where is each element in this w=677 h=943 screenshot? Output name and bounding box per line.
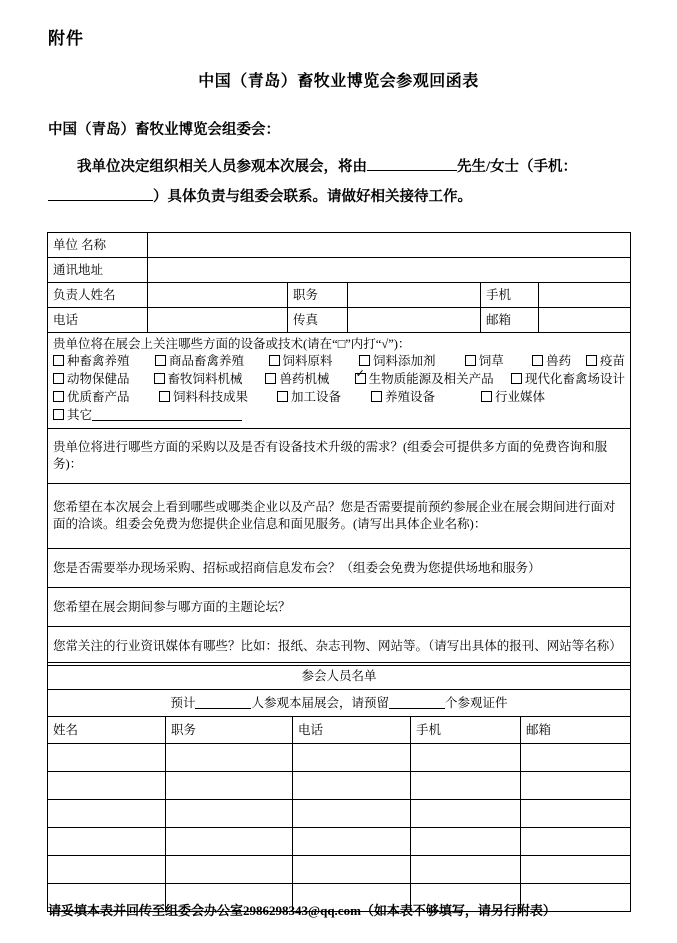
cell-mobile[interactable]	[411, 856, 521, 884]
cell-mobile[interactable]	[411, 828, 521, 856]
label-telephone: 电话	[48, 308, 148, 333]
cell-email[interactable]	[521, 800, 631, 828]
attachment-label: 附件	[48, 29, 84, 48]
checkbox-item-5[interactable]	[532, 353, 586, 370]
cell-name[interactable]	[48, 856, 166, 884]
cell-email[interactable]	[521, 828, 631, 856]
cell-name[interactable]	[48, 828, 166, 856]
cell-position[interactable]	[166, 772, 293, 800]
contact-name-blank[interactable]	[367, 170, 457, 171]
question-text: 您希望在本次展会上看到哪些或哪类企业以及产品？您是否需要提前预约参展企业在展会期间进行面对面的洽谈。组委会免费为您提供企业信息和面见服务。(请写出具体企业名称)：	[53, 500, 616, 531]
cell-telephone[interactable]	[293, 856, 411, 884]
other-option-input[interactable]	[92, 420, 242, 421]
intro-paragraph	[48, 152, 628, 212]
table-row	[48, 744, 631, 772]
cell-telephone[interactable]	[293, 800, 411, 828]
checkbox-item-4[interactable]	[465, 353, 532, 370]
checkbox-label: 加工设备	[291, 390, 342, 404]
checkbox-item-15[interactable]	[371, 389, 481, 406]
checkbox-icon-checked[interactable]	[355, 373, 366, 384]
cell-telephone[interactable]	[293, 828, 411, 856]
page-title: 中国（青岛）畜牧业博览会参观回函表	[198, 73, 479, 90]
question-text: 您是否需要举办现场采购、招标或招商信息发布会？（组委会免费为您提供场地和服务）	[53, 560, 541, 575]
subtitle-part2: 人参观本届展会，请预留	[251, 696, 389, 710]
question-row	[48, 484, 631, 549]
contact-mobile-blank[interactable]	[48, 200, 153, 201]
cell-position[interactable]	[166, 856, 293, 884]
table-row	[48, 856, 631, 884]
column-header-name: 姓名	[48, 717, 166, 744]
field-address[interactable]	[148, 258, 631, 283]
question-onsite-event[interactable]	[48, 549, 631, 588]
label-address: 通讯地址	[48, 258, 148, 283]
checkbox-label: 兽药	[546, 354, 572, 368]
table-row	[48, 233, 631, 258]
question-purchasing[interactable]	[48, 429, 631, 484]
table-row	[48, 308, 631, 333]
cell-position[interactable]	[166, 800, 293, 828]
label-company-name: 单位 名称	[48, 233, 148, 258]
interest-question: 贵单位将在展会上关注哪些方面的设备或技术(请在“□”内打“√”)：	[53, 337, 411, 351]
checkbox-label: 种畜禽养殖	[67, 354, 130, 368]
attendee-table	[47, 662, 631, 912]
checkbox-icon[interactable]	[371, 391, 382, 402]
table-row	[48, 800, 631, 828]
salutation: 中国（青岛）畜牧业博览会组委会：	[48, 122, 280, 138]
checkbox-icon[interactable]	[586, 355, 597, 366]
cell-position[interactable]	[166, 828, 293, 856]
checkbox-item-6[interactable]	[586, 353, 625, 370]
checkbox-label: 动物保健品	[67, 372, 130, 386]
column-header-mobile: 手机	[411, 717, 521, 744]
checkbox-row-4	[53, 407, 625, 424]
question-text: 您希望在展会期间参与哪方面的主题论坛？	[53, 599, 291, 614]
checkbox-item-7[interactable]	[53, 371, 154, 388]
expected-count-blank[interactable]	[195, 708, 251, 709]
checkbox-icon[interactable]	[159, 391, 170, 402]
checkbox-icon[interactable]	[53, 409, 64, 420]
attendee-header-row	[48, 717, 631, 744]
field-mobile[interactable]	[539, 283, 631, 308]
attendee-subtitle	[48, 690, 631, 717]
checkbox-item-0[interactable]	[53, 353, 155, 370]
cell-mobile[interactable]	[411, 800, 521, 828]
checkbox-icon[interactable]	[265, 373, 276, 384]
intro-text-part3: ）具体负责与组委会联系。请做好相关接待工作。	[153, 189, 472, 205]
subtitle-part3: 个参观证件	[445, 696, 508, 710]
checkbox-label: 优质畜产品	[67, 390, 130, 404]
column-header-email: 邮箱	[521, 717, 631, 744]
checkbox-row-2	[53, 371, 625, 388]
checkbox-label: 兽药机械	[279, 372, 330, 386]
checkbox-icon[interactable]	[277, 391, 288, 402]
checkbox-icon[interactable]	[269, 355, 280, 366]
label-fax: 传真	[288, 308, 348, 333]
question-text: 贵单位将进行哪些方面的采购以及是否有设备技术升级的需求？(组委会可提供多方面的免费咨询和服务)：	[53, 440, 608, 471]
field-contact-name[interactable]	[148, 283, 288, 308]
column-header-position: 职务	[166, 717, 293, 744]
checkbox-label: 生物质能源及相关产品	[368, 372, 494, 386]
cell-email[interactable]	[521, 772, 631, 800]
checkbox-icon[interactable]	[532, 355, 543, 366]
checkbox-item-16[interactable]	[481, 389, 545, 406]
checkbox-item-3[interactable]	[359, 353, 465, 370]
field-fax[interactable]	[348, 308, 481, 333]
checkbox-row-3	[53, 389, 625, 406]
cell-name[interactable]	[48, 800, 166, 828]
checkbox-row-1	[53, 353, 625, 370]
cell-position[interactable]	[166, 744, 293, 772]
checkbox-icon[interactable]	[53, 355, 64, 366]
badge-count-blank[interactable]	[389, 708, 445, 709]
interest-section	[48, 333, 631, 429]
checkbox-item-14[interactable]	[277, 389, 371, 406]
checkbox-item-other[interactable]	[53, 407, 242, 424]
label-contact-name: 负责人姓名	[48, 283, 148, 308]
attendee-title: 参会人员名单	[48, 663, 631, 690]
checkbox-icon[interactable]	[53, 373, 64, 384]
checkbox-item-9[interactable]	[265, 371, 354, 388]
subtitle-part1: 预计	[170, 696, 196, 710]
checkbox-label: 饲料原料	[282, 354, 333, 368]
table-row	[48, 283, 631, 308]
cell-name[interactable]	[48, 744, 166, 772]
checkbox-label: 行业媒体	[495, 390, 546, 404]
checkbox-icon[interactable]	[465, 355, 476, 366]
table-row	[48, 772, 631, 800]
checkbox-label: 饲草	[478, 354, 504, 368]
question-row	[48, 588, 631, 627]
checkbox-item-13[interactable]	[159, 389, 277, 406]
question-row	[48, 549, 631, 588]
checkbox-icon[interactable]	[53, 391, 64, 402]
intro-text-part2: 先生/女士（手机：	[457, 159, 578, 175]
cell-name[interactable]	[48, 772, 166, 800]
company-info-table	[47, 232, 631, 666]
question-text: 您常关注的行业资讯媒体有哪些？比如：报纸、杂志刊物、网站等。（请写出具体的报刊、网站等名称）	[53, 638, 622, 653]
cell-email[interactable]	[521, 856, 631, 884]
table-row	[48, 258, 631, 283]
checkbox-item-11[interactable]	[511, 371, 625, 388]
cell-telephone[interactable]	[293, 744, 411, 772]
cell-mobile[interactable]	[411, 772, 521, 800]
field-email[interactable]	[539, 308, 631, 333]
checkbox-label: 商品畜禽养殖	[168, 354, 244, 368]
checkbox-label: 养殖设备	[385, 390, 436, 404]
field-company-name[interactable]	[148, 233, 631, 258]
checkbox-label: 疫苗	[600, 354, 626, 368]
question-row	[48, 429, 631, 484]
checkbox-item-2[interactable]	[269, 353, 359, 370]
cell-email[interactable]	[521, 744, 631, 772]
footer-note: 请妥填本表并回传至组委会办公室2986298343@qq.com（如本表不够填写，请另行附表）	[48, 903, 556, 918]
question-row	[48, 627, 631, 666]
checkbox-icon[interactable]	[155, 355, 166, 366]
checkbox-label: 其它	[67, 408, 93, 422]
label-mobile: 手机	[481, 283, 539, 308]
checkbox-label: 畜牧饲料机械	[167, 372, 243, 386]
checkbox-icon[interactable]	[511, 373, 522, 384]
checkbox-label: 现代化畜禽场设计	[525, 372, 626, 386]
label-position: 职务	[288, 283, 348, 308]
checkbox-icon[interactable]	[359, 355, 370, 366]
field-position[interactable]	[348, 283, 481, 308]
checkbox-item-12[interactable]	[53, 389, 159, 406]
cell-telephone[interactable]	[293, 772, 411, 800]
cell-mobile[interactable]	[411, 744, 521, 772]
checkbox-icon[interactable]	[481, 391, 492, 402]
field-telephone[interactable]	[148, 308, 288, 333]
question-media[interactable]	[48, 627, 631, 666]
checkbox-item-8[interactable]	[154, 371, 266, 388]
checkbox-label: 饲料添加剂	[372, 354, 436, 368]
intro-text-part1: 我单位决定组织相关人员参观本次展会，将由	[77, 159, 367, 175]
interest-section-row	[48, 333, 631, 429]
column-header-telephone: 电话	[293, 717, 411, 744]
table-row	[48, 828, 631, 856]
question-forum[interactable]	[48, 588, 631, 627]
checkbox-label: 饲料科技成果	[173, 390, 249, 404]
checkbox-item-10[interactable]	[355, 371, 511, 388]
checkbox-icon[interactable]	[154, 373, 165, 384]
checkbox-item-1[interactable]	[155, 353, 269, 370]
attendee-subtitle-row	[48, 690, 631, 717]
question-companies[interactable]	[48, 484, 631, 549]
attendee-title-row	[48, 663, 631, 690]
label-email: 邮箱	[481, 308, 539, 333]
